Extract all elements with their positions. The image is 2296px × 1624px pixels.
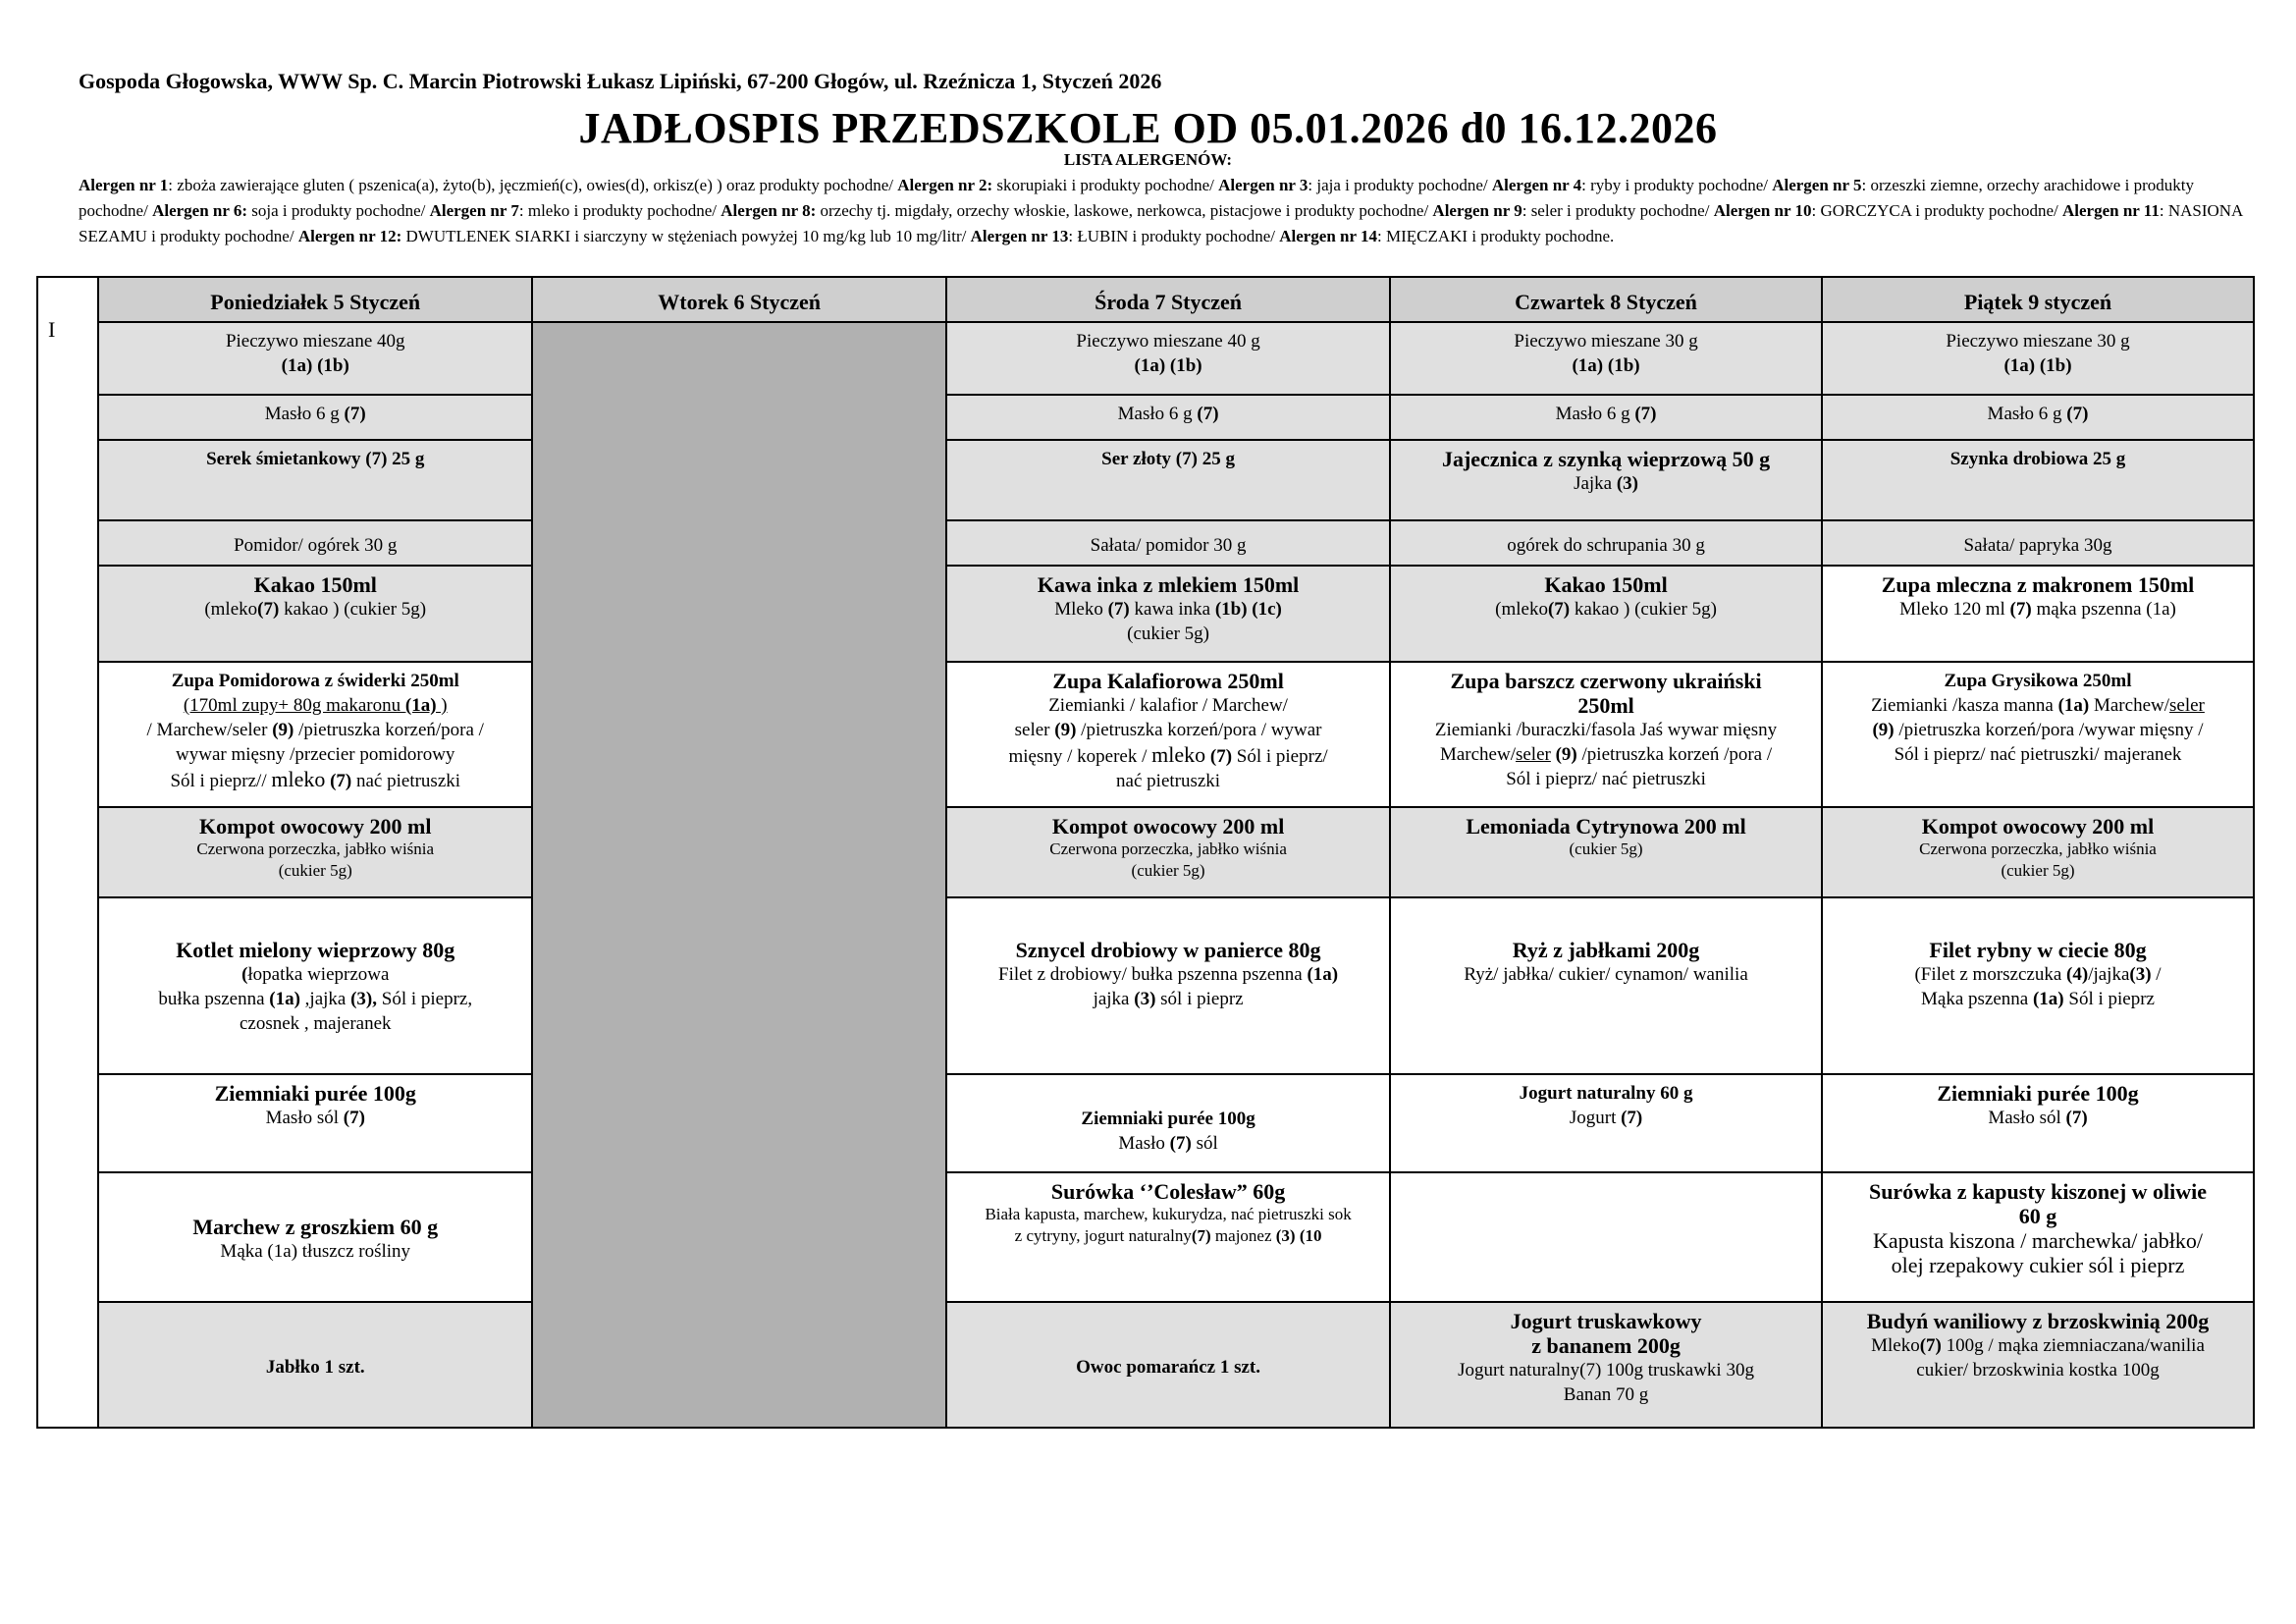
item-name: Filet rybny w ciecie 80g — [1929, 938, 2147, 962]
menu-text: (3) — [2129, 964, 2152, 985]
allergen-label: Alergen nr 5 — [1772, 176, 1862, 194]
menu-text: (1a) — [404, 695, 437, 716]
allergen-text: : orzeszki ziemne, orzechy arachidowe i produkty pochodne/ — [79, 176, 2194, 220]
menu-cell — [1822, 566, 2254, 662]
item-name: Surówka z kapusty kiszonej w oliwie — [1868, 1179, 2208, 1204]
menu-text: ,jajka — [299, 989, 351, 1009]
item-name: Ziemniaki purée 100g — [214, 1081, 416, 1106]
menu-cell — [946, 897, 1390, 1074]
menu-cell — [1822, 395, 2254, 440]
allergen-text: : MIĘCZAKI i produkty pochodne. — [1377, 227, 1615, 245]
menu-text: jajka — [1093, 989, 1135, 1009]
menu-cell — [98, 897, 532, 1074]
menu-text: Sól i pieprz/ nać pietruszki — [1506, 769, 1706, 789]
allergen-text: : NASIONA SEZAMU i produkty pochodne/ — [79, 201, 2243, 245]
menu-text: /jajka — [2088, 964, 2130, 985]
menu-text: (cukier 5g) — [278, 861, 352, 880]
day-header-monday: Poniedziałek 5 Styczeń — [98, 277, 532, 322]
menu-cell — [1390, 440, 1822, 520]
menu-cell — [98, 1074, 532, 1172]
menu-text: (7) — [1621, 1108, 1643, 1128]
day-header-wednesday: Środa 7 Styczeń — [946, 277, 1390, 322]
item-name: Jajecznica z szynką wieprzową 50 g — [1441, 447, 1771, 471]
allergen-text: : jaja i produkty pochodne/ — [1308, 176, 1492, 194]
menu-cell: Sałata/ pomidor 30 g — [946, 520, 1390, 566]
menu-cell — [1822, 897, 2254, 1074]
item-name: Zupa barszcz czerwony ukraiński — [1450, 669, 1762, 693]
allergen-label: Alergen nr 8: — [721, 201, 817, 220]
allergen-codes: (3) — [1616, 473, 1639, 494]
allergen-text: : ŁUBIN i produkty pochodne/ — [1068, 227, 1280, 245]
menu-text: (4) — [2066, 964, 2089, 985]
menu-cell: Pomidor/ ogórek 30 g — [98, 520, 532, 566]
item-name: Ser złoty (7) 25 g — [1101, 449, 1235, 469]
allergen-text: orzechy tj. migdały, orzechy włoskie, laskowe, nerkowca, pistacjowe i produkty pochodne/ — [816, 201, 1433, 220]
menu-text: kakao ) (cukier 5g) — [1570, 599, 1717, 620]
menu-text: Sól i pieprz/ — [1232, 746, 1328, 767]
menu-cell — [946, 395, 1390, 440]
menu-text: /pietruszka korzeń /pora / — [1576, 744, 1773, 765]
menu-text: łopatka wieprzowa — [247, 964, 390, 985]
menu-text: 100g / mąka ziemniaczana/wanilia — [1941, 1335, 2205, 1356]
menu-cell — [1390, 395, 1822, 440]
menu-cell — [1390, 897, 1822, 1074]
menu-cell — [98, 566, 532, 662]
menu-text: z bananem 200g — [1531, 1333, 1681, 1358]
item-name: Marchew z groszkiem 60 g — [192, 1215, 439, 1239]
menu-table — [36, 276, 2255, 1429]
menu-text: (7) — [1191, 1226, 1211, 1245]
item-name: Zupa mleczna z makronem 150ml — [1881, 572, 2195, 597]
menu-cell — [98, 395, 532, 440]
item-name: Lemoniada Cytrynowa 200 ml — [1466, 814, 1746, 839]
menu-text: /pietruszka korzeń/pora / — [294, 720, 484, 740]
menu-cell — [1390, 1074, 1822, 1172]
item-name: Jogurt naturalny 60 g — [1519, 1083, 1693, 1104]
menu-text: (cukier 5g) — [1569, 839, 1643, 858]
allergen-label: Alergen nr 6: — [152, 201, 248, 220]
item-name: Pieczywo mieszane 30 g — [1514, 331, 1698, 352]
menu-text: Masło sól — [265, 1108, 344, 1128]
menu-text: Czerwona porzeczka, jabłko wiśnia — [1919, 839, 2157, 858]
item-name: Kakao 150ml — [1544, 572, 1668, 597]
menu-text: (9) — [272, 720, 294, 740]
menu-cell — [1822, 1302, 2254, 1428]
menu-text: (170ml zupy+ 80g makaronu — [183, 695, 405, 716]
menu-text: mąka pszenna (1a) — [2031, 599, 2176, 620]
menu-text: (9) — [1555, 744, 1577, 765]
allergen-text: : ryby i produkty pochodne/ — [1581, 176, 1773, 194]
menu-cell — [1822, 440, 2254, 520]
menu-text: Mąka pszenna — [1921, 989, 2033, 1009]
menu-cell — [1390, 1302, 1822, 1428]
allergen-codes: (1a) (1b) — [281, 355, 349, 376]
menu-text: (1b) (1c) — [1214, 599, 1282, 620]
item-name: Serek śmietankowy (7) 25 g — [206, 449, 425, 469]
allergen-label: Alergen nr 14 — [1279, 227, 1378, 245]
menu-text: (7) — [330, 771, 352, 791]
item-name: Sznycel drobiowy w panierce 80g — [1015, 938, 1321, 962]
menu-text: (7) — [257, 599, 280, 620]
menu-text: (cukier 5g) — [1127, 623, 1210, 644]
menu-cell — [1390, 566, 1822, 662]
menu-text: sól i pieprz — [1155, 989, 1244, 1009]
menu-text: (1a) — [269, 989, 300, 1009]
menu-text: (7) — [1919, 1335, 1942, 1356]
menu-text: Ryż/ jabłka/ cukier/ cynamon/ wanilia — [1464, 964, 1748, 985]
item-name: Masło 6 g — [1555, 404, 1635, 424]
item-name: Szynka drobiowa 25 g — [1949, 449, 2126, 469]
menu-text: /pietruszka korzeń/pora /wywar mięsny / — [1894, 720, 2204, 740]
menu-text: Mleko 120 ml — [1899, 599, 2010, 620]
allergen-text: DWUTLENEK SIARKI i siarczyny w stężeniach powyżej 10 mg/kg lub 10 mg/litr/ — [401, 227, 971, 245]
menu-text: Ziemianki /kasza manna — [1871, 695, 2058, 716]
menu-cell — [1390, 1172, 1822, 1302]
menu-text: (7) — [2009, 599, 2032, 620]
menu-text: z cytryny, jogurt naturalny — [1014, 1226, 1192, 1245]
menu-cell — [946, 566, 1390, 662]
menu-text: Banan 70 g — [1563, 1384, 1649, 1405]
menu-text: olej rzepakowy cukier sól i pieprz — [1891, 1253, 2185, 1277]
day-header-tuesday: Wtorek 6 Styczeń — [532, 277, 946, 322]
menu-cell — [1822, 807, 2254, 897]
menu-cell — [98, 662, 532, 807]
menu-text: czosnek , majeranek — [239, 1013, 392, 1034]
allergen-text: : GORCZYCA i produkty pochodne/ — [1811, 201, 2062, 220]
menu-text: Ziemianki / kalafior / Marchew/ — [1048, 695, 1288, 716]
menu-text: nać pietruszki — [1116, 771, 1221, 791]
allergen-label: Alergen nr 3 — [1218, 176, 1308, 194]
item-name: Ziemniaki purée 100g — [1937, 1081, 2139, 1106]
menu-text: / Marchew/seler — [146, 720, 273, 740]
item-name: Kakao 150ml — [253, 572, 377, 597]
item-name: Zupa Kalafiorowa 250ml — [1052, 669, 1284, 693]
menu-text: wywar mięsny /przecier pomidorowy — [176, 744, 455, 765]
menu-text: Mleko — [1054, 599, 1108, 620]
menu-text: (7) — [2065, 1108, 2088, 1128]
allergen-legend — [79, 173, 2248, 249]
company-header: Gospoda Głogowska, WWW Sp. C. Marcin Piotrowski Łukasz Lipiński, 67-200 Głogów, ul. Rzeźnicza 1, Styczeń 2026 — [79, 69, 1162, 93]
menu-text: ) — [436, 695, 448, 716]
allergen-label: Alergen nr 12: — [297, 227, 402, 245]
menu-cell — [1390, 807, 1822, 897]
allergen-codes: (7) — [1197, 404, 1219, 424]
menu-cell — [1822, 662, 2254, 807]
allergen-label: Alergen nr 10 — [1713, 201, 1812, 220]
menu-text: mleko — [1151, 742, 1206, 767]
item-name: Masło 6 g — [1117, 404, 1198, 424]
menu-text: 60 g — [2018, 1204, 2057, 1228]
menu-text: Czerwona porzeczka, jabłko wiśnia — [1049, 839, 1287, 858]
allergen-label: Alergen nr 2: — [897, 176, 993, 194]
menu-text: Mleko — [1871, 1335, 1920, 1356]
item-name: Ryż z jabłkami 200g — [1512, 938, 1700, 962]
item-name: Pieczywo mieszane 40g — [225, 331, 405, 352]
menu-cell — [1822, 1172, 2254, 1302]
allergen-label: Alergen nr 7 — [429, 201, 519, 220]
menu-text: 250ml — [1577, 693, 1634, 718]
allergen-label: Alergen nr 13 — [970, 227, 1069, 245]
menu-cell — [98, 440, 532, 520]
menu-text: (mleko — [204, 599, 258, 620]
menu-text: (cukier 5g) — [1131, 861, 1205, 880]
menu-text: Masło sól — [1988, 1108, 2066, 1128]
menu-cell — [946, 1074, 1390, 1172]
allergen-codes: (7) — [1634, 404, 1657, 424]
menu-text: Biała kapusta, marchew, kukurydza, nać pietruszki sok — [985, 1205, 1352, 1223]
item-detail: Jajka — [1574, 473, 1617, 494]
menu-text: nać pietruszki — [351, 771, 461, 791]
allergen-label: Alergen nr 11 — [2061, 201, 2160, 220]
item-name: Kompot owocowy 200 ml — [1051, 814, 1285, 839]
allergen-text: skorupiaki i produkty pochodne/ — [992, 176, 1219, 194]
day-header-thursday: Czwartek 8 Styczeń — [1390, 277, 1822, 322]
menu-cell: Sałata/ papryka 30g — [1822, 520, 2254, 566]
menu-text: (7) — [1169, 1133, 1192, 1154]
allergen-text: : seler i produkty pochodne/ — [1522, 201, 1714, 220]
menu-text: Jogurt — [1569, 1108, 1622, 1128]
item-name: Zupa Grysikowa 250ml — [1944, 671, 2132, 691]
menu-text: mięsny / koperek / — [1008, 746, 1152, 767]
menu-text: Sól i pieprz/ nać pietruszki/ majeranek — [1894, 744, 2182, 765]
allergen-text: : zboża zawierające gluten ( pszenica(a), żyto(b), jęczmień(c), owies(d), orkisz(e) ) oraz produkty pochodne/ — [168, 176, 898, 194]
menu-text: sól — [1191, 1133, 1218, 1154]
menu-text: Marchew/ — [1439, 744, 1516, 765]
page-title: JADŁOSPIS PRZEDSZKOLE OD 05.01.2026 d0 16.12.2026 — [578, 104, 1718, 152]
menu-text: Sól i pieprz, — [377, 989, 473, 1009]
item-name: Kotlet mielony wieprzowy 80g — [176, 938, 455, 962]
menu-text: (7) — [1209, 746, 1233, 767]
menu-text: Masło — [1118, 1133, 1170, 1154]
menu-text: (7) — [343, 1108, 365, 1128]
allergen-codes: (1a) (1b) — [1134, 355, 1202, 376]
allergen-codes: (1a) (1b) — [2003, 355, 2072, 376]
menu-text: / — [2151, 964, 2162, 985]
item-name: Zupa Pomidorowa z świderki 250ml — [171, 671, 459, 691]
menu-text: (3), — [350, 989, 378, 1009]
item-name: Jogurt truskawkowy — [1510, 1309, 1702, 1333]
menu-cell — [946, 662, 1390, 807]
menu-text: (1a) — [1307, 964, 1339, 985]
menu-cell — [946, 1302, 1390, 1428]
menu-text: seler — [2169, 695, 2205, 716]
menu-cell — [946, 440, 1390, 520]
menu-text: kakao ) (cukier 5g) — [279, 599, 427, 620]
menu-text: (1a) — [2057, 695, 2090, 716]
allergen-codes: (1a) (1b) — [1572, 355, 1640, 376]
menu-cell — [1822, 322, 2254, 395]
allergen-text: : mleko i produkty pochodne/ — [518, 201, 721, 220]
menu-cell — [98, 1302, 532, 1428]
menu-text: (Filet z morszczuka — [1914, 964, 2067, 985]
menu-text: Kapusta kiszona / marchewka/ jabłko/ — [1873, 1228, 2204, 1253]
menu-text: Marchew/ — [2089, 695, 2170, 716]
menu-text: (7) — [1107, 599, 1130, 620]
menu-text: Jogurt naturalny(7) 100g truskawki 30g — [1458, 1360, 1754, 1380]
menu-text: kawa inka — [1129, 599, 1215, 620]
menu-cell — [946, 1172, 1390, 1302]
menu-cell — [1390, 322, 1822, 395]
menu-text: Mąka (1a) tłuszcz rośliny — [220, 1241, 411, 1262]
item-name: Masło 6 g — [264, 404, 345, 424]
item-name: Jabłko 1 szt. — [265, 1356, 365, 1378]
menu-cell — [98, 1172, 532, 1302]
week-number: I — [37, 277, 98, 1428]
item-name: Kompot owocowy 200 ml — [199, 814, 432, 839]
menu-text: /pietruszka korzeń/pora / wywar — [1076, 720, 1322, 740]
menu-text: (7) — [1547, 599, 1571, 620]
menu-text: Sól i pieprz// — [170, 771, 272, 791]
menu-text: Ziemianki /buraczki/fasola Jaś wywar mięsny — [1434, 720, 1778, 740]
menu-text: seler — [1515, 744, 1551, 765]
item-name: Kompot owocowy 200 ml — [1921, 814, 2155, 839]
allergen-label: Alergen nr 9 — [1432, 201, 1522, 220]
menu-text: Sól i pieprz — [2063, 989, 2155, 1009]
menu-cell — [98, 807, 532, 897]
menu-text: (9) — [1872, 720, 1895, 740]
item-name: Surówka ‘’Colesław” 60g — [1050, 1179, 1286, 1204]
allergen-list-label: LISTA ALERGENÓW: — [1063, 150, 1233, 169]
menu-cell — [98, 322, 532, 395]
item-name: Pieczywo mieszane 30 g — [1946, 331, 2130, 352]
item-name: Pieczywo mieszane 40 g — [1076, 331, 1260, 352]
menu-text: ( — [241, 964, 248, 985]
menu-text: seler — [1014, 720, 1055, 740]
allergen-label: Alergen nr 1 — [79, 176, 169, 194]
allergen-label: Alergen nr 4 — [1491, 176, 1582, 194]
menu-text: Czerwona porzeczka, jabłko wiśnia — [196, 839, 435, 858]
menu-text: (1a) — [2032, 989, 2064, 1009]
menu-text: mleko — [271, 767, 326, 791]
menu-text: (mleko — [1495, 599, 1548, 620]
day-header-friday: Piątek 9 styczeń — [1822, 277, 2254, 322]
menu-text: Filet z drobiowy/ bułka pszenna pszenna — [998, 964, 1308, 985]
tuesday-empty-column — [532, 322, 946, 1428]
menu-text: bułka pszenna — [158, 989, 270, 1009]
item-name: Owoc pomarańcz 1 szt. — [1076, 1356, 1260, 1378]
menu-text: (3) — [1134, 989, 1156, 1009]
item-name: Ziemniaki purée 100g — [1081, 1109, 1255, 1129]
allergen-codes: (7) — [344, 404, 366, 424]
menu-text: majonez — [1210, 1226, 1276, 1245]
menu-cell — [946, 807, 1390, 897]
item-name: Masło 6 g — [1987, 404, 2067, 424]
menu-text: (9) — [1054, 720, 1077, 740]
menu-text: (cukier 5g) — [2001, 861, 2075, 880]
allergen-text: soja i produkty pochodne/ — [247, 201, 430, 220]
item-name: Budyń waniliowy z brzoskwinią 200g — [1866, 1309, 2210, 1333]
menu-text: cukier/ brzoskwinia kostka 100g — [1916, 1360, 2160, 1380]
menu-cell — [1822, 1074, 2254, 1172]
menu-cell — [1390, 662, 1822, 807]
item-name: Kawa inka z mlekiem 150ml — [1037, 572, 1300, 597]
menu-cell: ogórek do schrupania 30 g — [1390, 520, 1822, 566]
allergen-codes: (7) — [2066, 404, 2089, 424]
menu-cell — [946, 322, 1390, 395]
menu-text: (3) (10 — [1275, 1226, 1322, 1245]
